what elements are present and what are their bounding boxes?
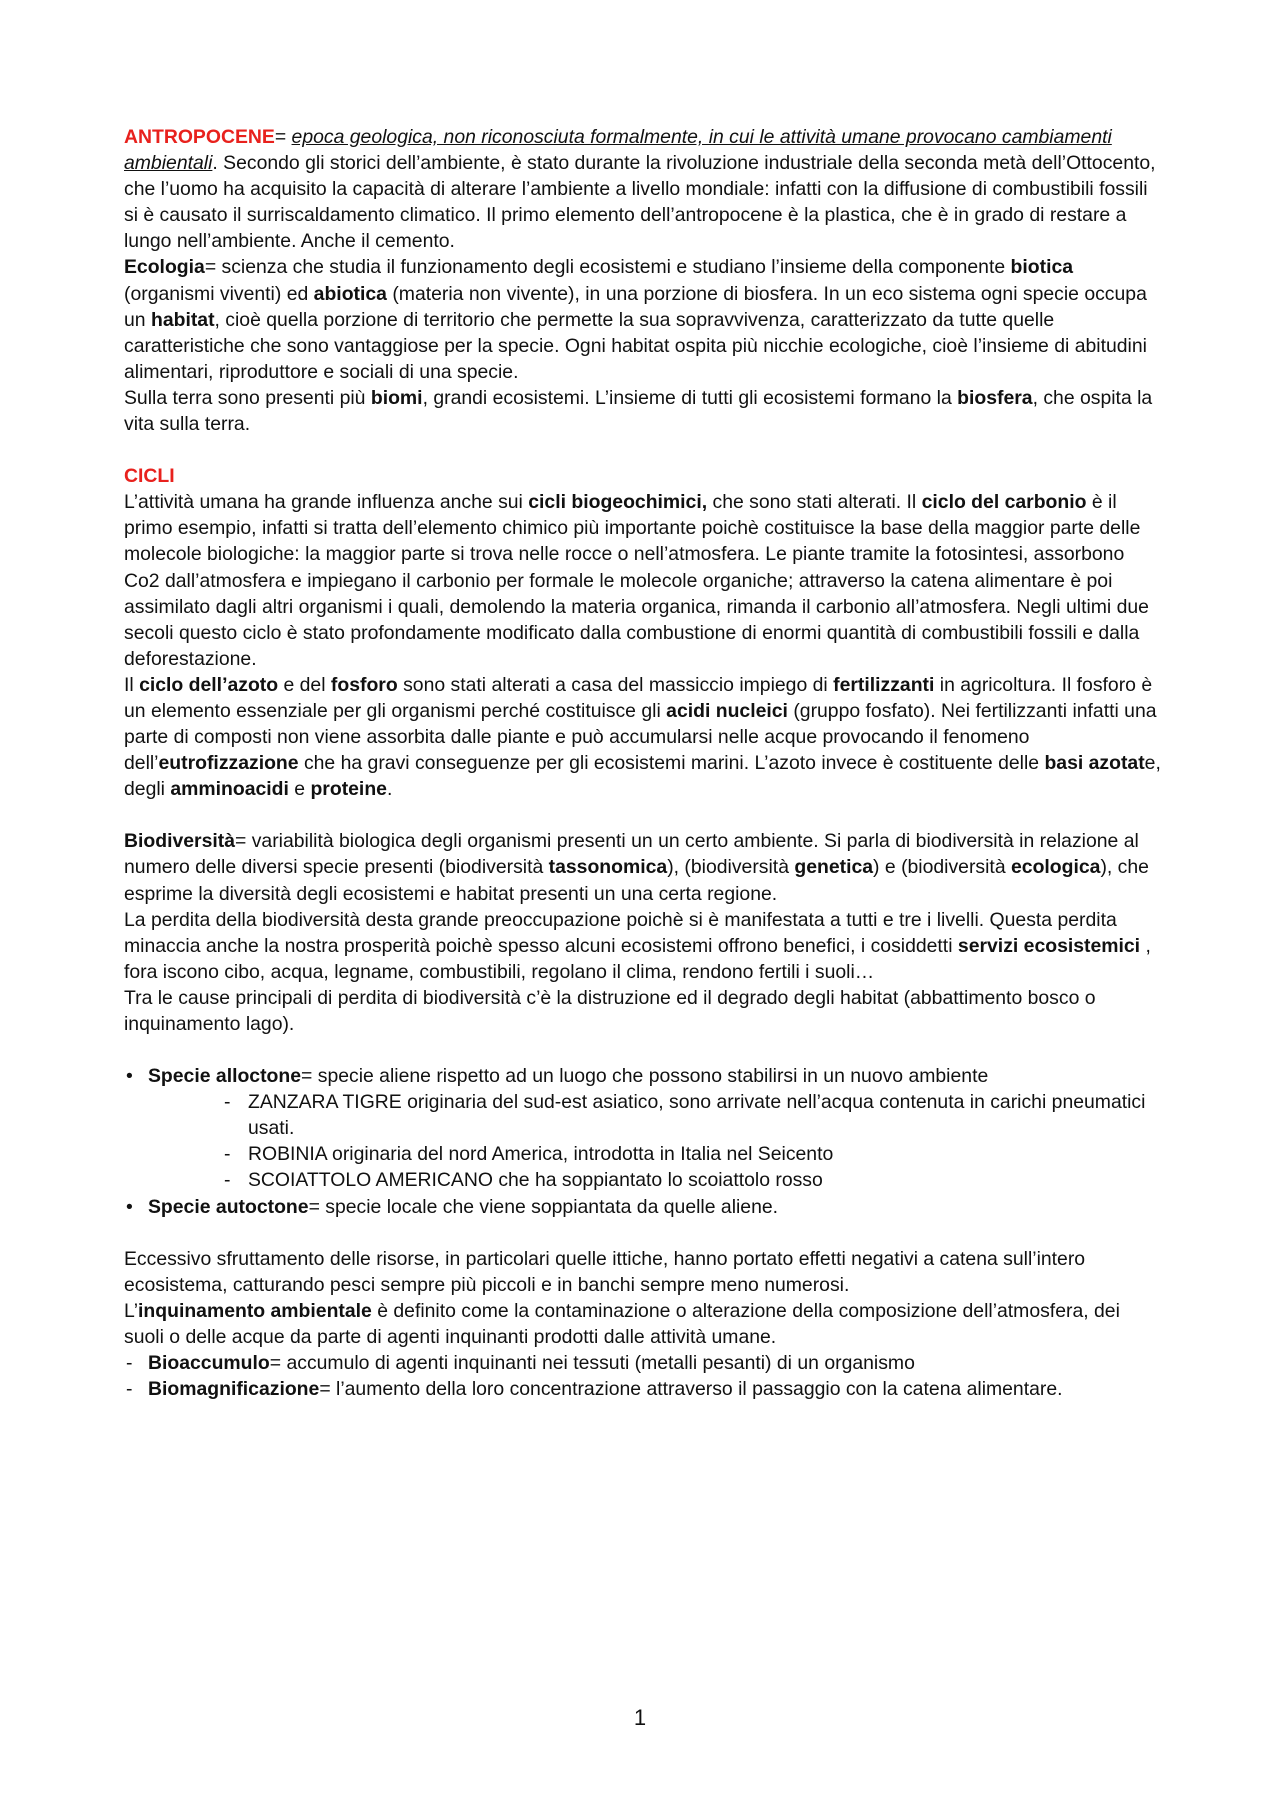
term: servizi ecosistemici: [957, 934, 1141, 957]
text: e: [288, 778, 311, 801]
text: (organismi viventi) ed: [124, 282, 314, 305]
paragraph-cicli: [124, 489, 1164, 672]
list-item-biomagnificazione: [124, 1376, 1164, 1402]
term: abiotica: [313, 282, 387, 305]
term-biodiversita: Biodiversità: [124, 830, 235, 853]
text: ), (biodiversità: [667, 856, 795, 879]
term: ecologica: [1011, 856, 1101, 879]
text: La perdita della biodiversità desta grande preoccupazione poichè si è manifestata a tutti e tre i livelli. Questa perdita minaccia anche la nostra prosperità poichè spesso alcuni ecosistemi offrono benefici, i cosiddetti: [124, 908, 1117, 957]
paragraph-azoto: [124, 672, 1164, 802]
term: genetica: [794, 856, 874, 879]
list-item: - ROBINIA originaria del nord America, introdotta in Italia nel Seicento: [222, 1141, 1164, 1167]
text: sono stati alterati a casa del massiccio impiego di: [397, 673, 834, 696]
text: e del: [278, 673, 331, 696]
text: = variabilità biologica degli organismi presenti un un certo ambiente. Si parla di biodiversità in relazione al numero delle diversi specie presenti (biodiversità: [124, 830, 1139, 879]
paragraph-inquinamento: [124, 1298, 1164, 1350]
heading-antropocene: ANTROPOCENE: [124, 126, 275, 148]
alloctone-examples: [148, 1089, 1164, 1193]
text: = specie aliene rispetto ad un luogo che possono stabilirsi in un nuovo ambiente: [301, 1065, 989, 1088]
text: (materia non vivente), in una porzione di biosfera. In un eco sistema ogni specie occupa un: [124, 282, 1147, 331]
paragraph-antropocene: [124, 124, 1164, 254]
text: è il primo esempio, infatti si tratta dell’elemento chimico più importante poichè costituisce la base della maggior parte delle molecole biologiche: la maggior parte si trova nelle rocce o nell’atmosfera. Le piante tramite la fotosintesi, assorbono Co2 dall’atmosfera e impiegano il carbonio per formale le molecole organiche; attraverso la catena alimentare è poi assimilato dagli altri organismi i quali, demolendo la materia organica, rimanda il carbonio all’atmosfera. Negli ultimi due secoli questo ciclo è stato profondamente modificato dalla combustione di enormi quantità di combustibili fossili e dalla deforestazione.: [124, 491, 1149, 670]
term: acidi nucleici: [666, 699, 788, 722]
term: amminoacidi: [170, 778, 289, 801]
term-ecologia: Ecologia: [124, 256, 205, 279]
term: ciclo del carbonio: [921, 491, 1087, 514]
term: basi azotat: [1044, 752, 1145, 775]
term: biomi: [370, 386, 423, 409]
paragraph-ecologia: [124, 254, 1164, 384]
text: L’attività umana ha grande influenza anche sui: [124, 491, 529, 514]
list-item: - ZANZARA TIGRE originaria del sud-est asiatico, sono arrivate nell’acqua contenuta in carichi pneumatici usati.: [222, 1089, 1164, 1141]
heading-text: CICLI: [124, 465, 175, 488]
paragraph-sfruttamento: Eccessivo sfruttamento delle risorse, in particolari quelle ittiche, hanno portato effetti negativi a catena sull’intero ecosistema, catturando pesci sempre più piccoli e in banchi sempre meno numerosi.: [124, 1247, 1086, 1296]
term: eutrofizzazione: [158, 752, 299, 775]
term: fertilizzanti: [833, 673, 935, 696]
term: Bioaccumulo: [148, 1352, 270, 1375]
paragraph-biomi: [124, 385, 1164, 437]
term: inquinamento ambientale: [138, 1299, 372, 1322]
text: . Secondo gli storici dell’ambiente, è stato durante la rivoluzione industriale della seconda metà dell’Ottocento, che l’uomo ha acquisito la capacità di alterare l’ambiente a livello mondiale: infatti con la diffusione di combustibili fossili si è causato il surriscaldamento climatico. Il primo elemento dell’antropocene è la plastica, che è in grado di restare a lungo nell’ambiente. Anche il cemento.: [124, 152, 1156, 253]
text: Il: [124, 673, 140, 696]
text: = scienza che studia il funzionamento degli ecosistemi e studiano l’insieme della componente: [204, 256, 1011, 279]
page-number: 1: [633, 1705, 647, 1730]
list-item-autoctone: [124, 1194, 1164, 1220]
text: = specie locale che viene soppiantata da quelle aliene.: [308, 1195, 779, 1218]
term: Specie autoctone: [148, 1195, 309, 1218]
species-list: [124, 1063, 1164, 1220]
paragraph-cause: Tra le cause principali di perdita di biodiversità c’è la distruzione ed il degrado degli habitat (abbattimento bosco o inquinamento lago).: [124, 986, 1096, 1035]
list-item-bioaccumulo: [124, 1350, 1164, 1376]
term: Specie alloctone: [148, 1065, 302, 1088]
text: ), che esprime la diversità degli ecosistemi e habitat presenti un una certa regione.: [124, 856, 1149, 905]
term: tassonomica: [548, 856, 668, 879]
term: biosfera: [957, 386, 1033, 409]
term: fosforo: [330, 673, 398, 696]
term: ciclo dell’azoto: [139, 673, 279, 696]
text: e, degli: [124, 752, 1161, 801]
text: L’: [124, 1299, 139, 1322]
paragraph-biodiversita: [124, 828, 1164, 906]
text: =: [274, 126, 292, 148]
text: (gruppo fosfato). Nei fertilizzanti infatti una parte di composti non viene assorbita dalle piante e può accumularsi nelle acque provocando il fenomeno dell’: [124, 699, 1157, 775]
text: = accumulo di agenti inquinanti nei tessuti (metalli pesanti) di un organismo: [269, 1352, 915, 1375]
document-page: [124, 124, 1164, 1402]
heading-cicli: [124, 463, 1164, 489]
text: in agricoltura. Il fosforo è un elemento essenziale per gli organismi perché costituisce gli: [124, 673, 1153, 722]
term: biotica: [1010, 256, 1074, 279]
text: che ha gravi conseguenze per gli ecosistemi marini. L’azoto invece è costituente delle: [298, 752, 1045, 775]
list-item: - SCOIATTOLO AMERICANO che ha soppiantato lo scoiattolo rosso: [222, 1167, 1164, 1193]
text: Sulla terra sono presenti più: [124, 386, 371, 409]
text: ) e (biodiversità: [873, 856, 1011, 879]
text: .: [386, 778, 393, 801]
text: , cioè quella porzione di territorio che permette la sua sopravvivenza, caratterizzato da tutte quelle caratteristiche che sono vantaggiose per la specie. Ogni habitat ospita più nicchie ecologiche, cioè l’insieme di abitudini alimentari, riproduttore e sociali di una specie.: [124, 308, 1147, 383]
text: , che ospita la vita sulla terra.: [124, 386, 1153, 436]
text: = l’aumento della loro concentrazione attraverso il passaggio con la catena alimentare.: [319, 1378, 1063, 1401]
definition-antropocene: epoca geologica, non riconosciuta formalmente, in cui le attività umane provocano cambiamenti ambientali: [124, 126, 1112, 175]
list-item-alloctone: [124, 1063, 1164, 1193]
text: che sono stati alterati. Il: [707, 491, 922, 514]
term: Biomagnificazione: [148, 1378, 320, 1401]
term: cicli biogeochimici,: [528, 491, 708, 514]
text: , fora iscono cibo, acqua, legname, combustibili, regolano il clima, rendono fertili i suoli…: [124, 934, 1151, 983]
text: è definito come la contaminazione o alterazione della composizione dell’atmosfera, dei suoli o delle acque da parte di agenti inquinanti prodotti dalle attività umane.: [124, 1299, 1120, 1348]
term: habitat: [150, 308, 215, 331]
paragraph-perdita: [124, 907, 1164, 985]
text: , grandi ecosistemi. L’insieme di tutti gli ecosistemi formano la: [422, 386, 958, 409]
term: proteine: [310, 778, 387, 801]
pollution-list: [124, 1350, 1164, 1402]
